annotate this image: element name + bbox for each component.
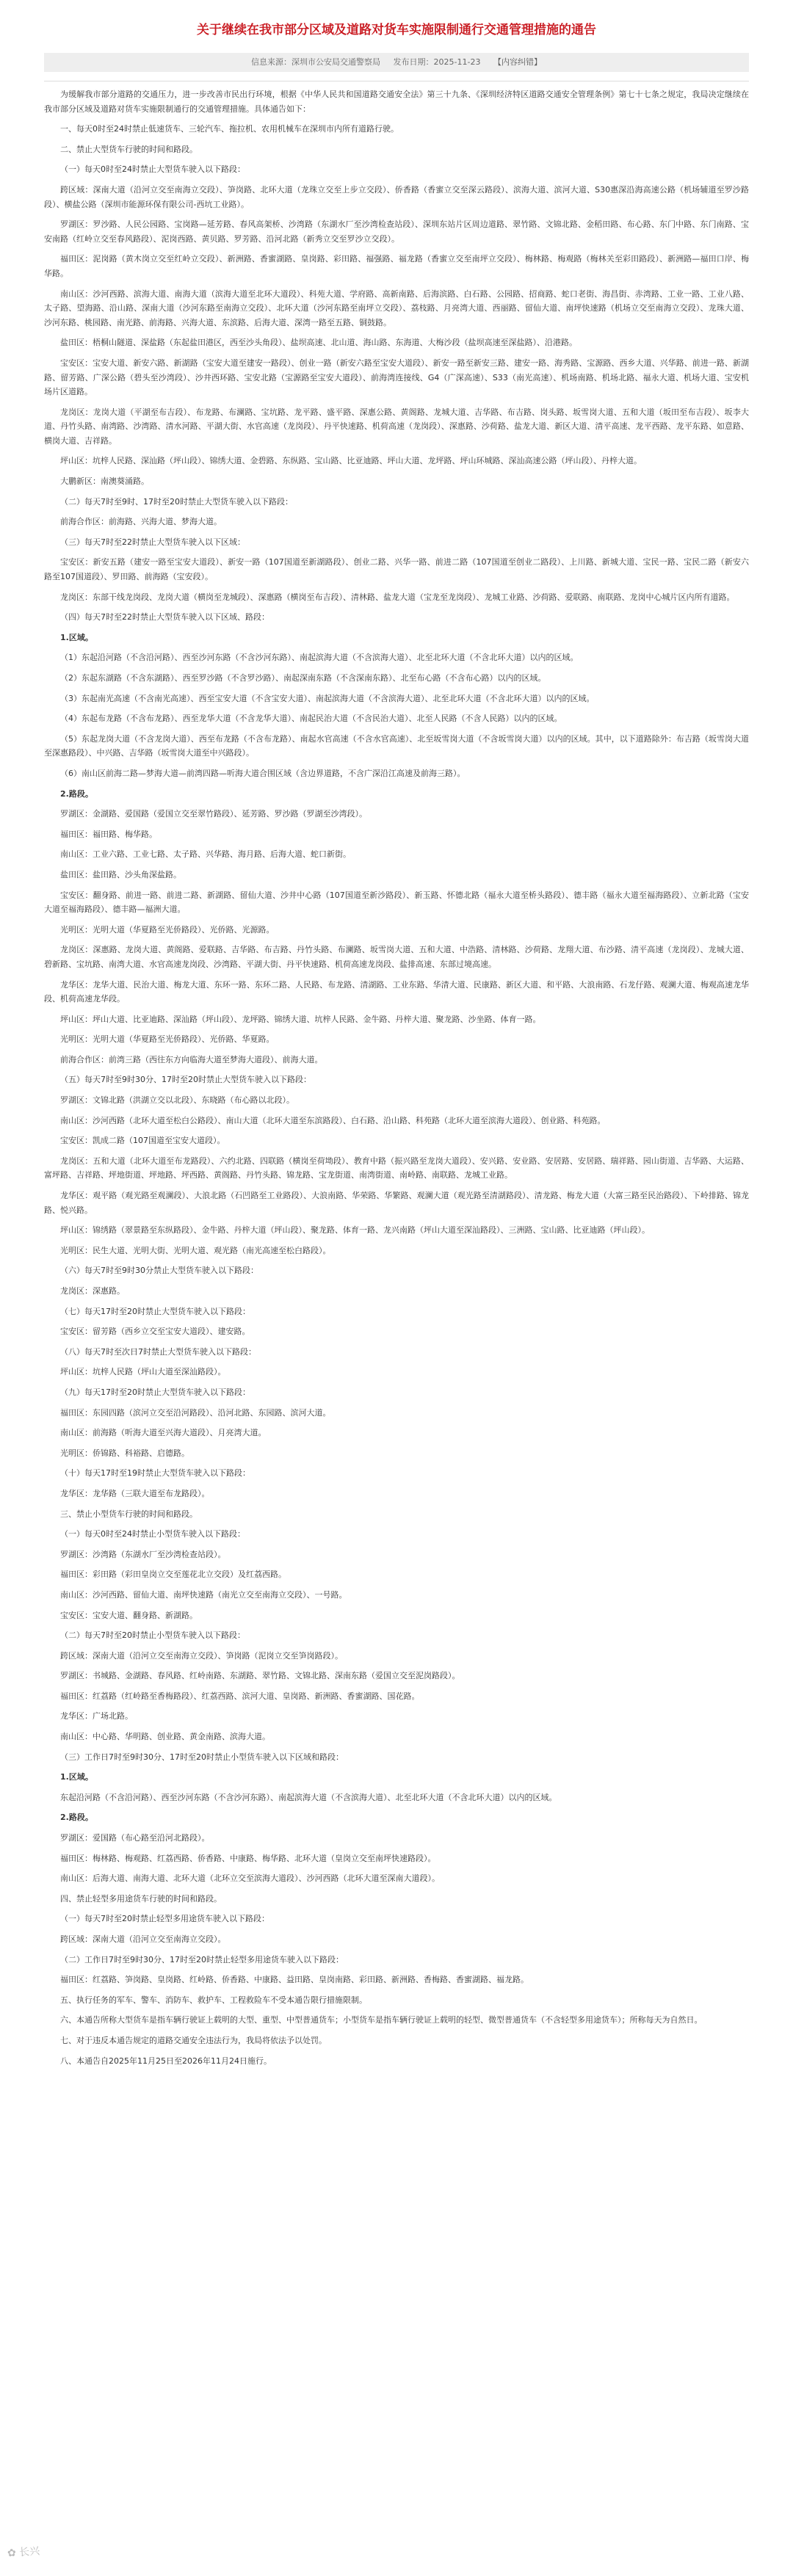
body-paragraph: 福田区：红荔路、笋岗路、皇岗路、红岭路、侨香路、中康路、益田路、皇岗南路、彩田路、新洲路、香梅路、香蜜湖路、福龙路。 xyxy=(60,1975,529,1985)
body-paragraph: 盐田区：梧桐山隧道、深盐路（东起盐田港区，西至沙头角段）、盐坝高速、北山道、海山路、东海道、大梅沙段（盐坝高速至深盐路）、沿港路。 xyxy=(60,338,577,348)
body-paragraph: 前海合作区：前海路、兴海大道、梦海大道。 xyxy=(60,517,222,527)
body-paragraph: 1.区域。 xyxy=(60,1772,93,1782)
body-paragraph: 为缓解我市部分道路的交通压力，进一步改善市民出行环境，根据《中华人民共和国道路交通安全法》第三十九条、《深圳经济特区道路交通安全管理条例》第七十七条之规定，我局决定继续在我市部分区域及道路对货车实施限制通行的交通管理措施。具体通告如下： xyxy=(44,90,749,114)
body-paragraph: 五、执行任务的军车、警车、消防车、救护车、工程救险车不受本通告限行措施限制。 xyxy=(60,1995,367,2005)
meta-date: 发布日期：2025-11-23 xyxy=(393,57,481,67)
body-paragraph: 坪山区：坑梓人民路、深汕路（坪山段）、锦绣大道、金碧路、东纵路、宝山路、比亚迪路、坪山大道、龙坪路、坪山环城路、深汕高速公路（坪山段）、丹梓大道。 xyxy=(60,456,642,466)
body-paragraph: （5）东起龙岗大道（不含龙岗大道）、西至布龙路（不含布龙路）、南起水官高速（不含水官高速）、北至坂雪岗大道（不含坂雪岗大道）以内的区域。其中，以下道路除外：布吉路（坂雪岗大道至深惠路段）、中兴路、吉华路（坂雪岗大道至中兴路段）。 xyxy=(44,733,749,758)
body-paragraph: 南山区：沙河西路、留仙大道、南坪快速路（南光立交至南海立交段）、一号路。 xyxy=(60,1589,347,1600)
body-paragraph: 南山区：工业六路、工业七路、太子路、兴华路、海月路、后海大道、蛇口新街。 xyxy=(60,849,351,860)
body-paragraph: 宝安区：新安五路（建安一路至宝安大道段）、新安一路（107国道至新湖路段）、创业二路、兴华一路、前进二路（107国道至创业二路段）、上川路、新城大道、宝民一路、宝民二路（新安六路至107国道段）、罗田路、前海路（宝安段）。 xyxy=(44,557,749,582)
body-paragraph: 2.路段。 xyxy=(60,1813,93,1823)
body-paragraph: （1）东起沿河路（不含沿河路）、西至沙河东路（不含沙河东路）、南起滨海大道（不含滨海大道）、北至北环大道（不含北环大道）以内的区域。 xyxy=(60,653,579,663)
body-paragraph: 福田区：东园四路（滨河立交至沿河路段）、沿河北路、东园路、滨河大道。 xyxy=(60,1407,331,1418)
body-paragraph: 龙华区：观平路（观光路至观澜段）、大浪北路（石凹路至工业路段）、大浪南路、华荣路、华繁路、观澜大道（观光路至清湖路段）、清龙路、梅龙大道（大富三路至民治路段）、下岭排路、锦龙路、悦兴路。 xyxy=(44,1191,749,1215)
body-paragraph: （二）每天7时至20时禁止小型货车驶入以下路段： xyxy=(60,1630,245,1641)
body-paragraph: 三、禁止小型货车行驶的时间和路段。 xyxy=(60,1509,198,1519)
body-paragraph: （二）每天7时至9时、17时至20时禁止大型货车驶入以下路段： xyxy=(60,496,293,507)
notice-title: 关于继续在我市部分区域及道路对货车实施限制通行交通管理措施的通告 xyxy=(197,23,596,37)
body-paragraph: 大鹏新区：南澳葵涌路。 xyxy=(60,476,149,487)
body-paragraph: 1.区域。 xyxy=(60,632,93,642)
body-paragraph: 东起沿河路（不含沿河路）、西至沙河东路（不含沙河东路）、南起滨海大道（不含滨海大道）、北至北环大道（不含北环大道）以内的区域。 xyxy=(60,1792,557,1802)
body-paragraph: （七）每天17时至20时禁止大型货车驶入以下路段： xyxy=(60,1306,250,1316)
body-paragraph: 龙岗区：龙岗大道（平湖至布吉段）、布龙路、布澜路、宝坑路、龙平路、盛平路、深惠公路、黄阁路、龙城大道、吉华路、布吉路、岗头路、坂雪岗大道、五和大道（坂田至布吉段）、坂李大道、丹竹头路、南湾路、沙湾路、清水河路、平湖大街、水官高速（龙岗段）、丹平快速路、机荷高速（龙岗段）、深惠路、沙荷路、盐龙大道、新区大道、清平高速、龙平西路、龙平东路、如意路、横岗大道、吉祥路。 xyxy=(44,407,749,446)
body-paragraph: 南山区：前海路（听海大道至兴海大道段）、月亮湾大道。 xyxy=(60,1428,267,1438)
body-paragraph: 光明区：侨锦路、科裕路、启德路。 xyxy=(60,1448,189,1458)
body-paragraph: 跨区域：深南大道（沿河立交至南海立交段）、笋岗路（泥岗立交至笋岗路段）。 xyxy=(60,1650,343,1661)
body-paragraph: （一）每天7时至20时禁止轻型多用途货车驶入以下路段： xyxy=(60,1914,269,1924)
body-paragraph: 南山区：沙河西路（北环大道至松白公路段）、南山大道（北环大道至东滨路段）、白石路、沿山路、科苑路（北环大道至滨海大道段）、创业路、科苑路。 xyxy=(60,1115,606,1125)
body-paragraph: 宝安区：宝安大道、新安六路、新湖路（宝安大道至建安一路段）、创业一路（新安六路至宝安大道段）、新安一路至新安三路、建安一路、海秀路、宝源路、西乡大道、兴华路、前进一路、新湖路、留芳路、广深公路（碧头至沙湾段）、沙井西环路、宝安北路（宝源路至宝安大道段）、前海湾连接线、G4（广深高速）、S33（南光高速）、机场南路、机场北路、福永大道、机场大道、宝安机场片区道路。 xyxy=(44,358,749,397)
body-paragraph: 八、本通告自2025年11月25日至2026年11月24日施行。 xyxy=(60,2056,272,2066)
body-paragraph: （九）每天17时至20时禁止大型货车驶入以下路段： xyxy=(60,1387,250,1397)
body-paragraph: 盐田区：盐田路、沙头角深盐路。 xyxy=(60,869,181,879)
body-paragraph: 龙华区：龙华大道、民治大道、梅龙大道、东环一路、东环二路、人民路、布龙路、清湖路、工业东路、华清大道、民康路、新区大道、和平路、大浪南路、石龙仔路、观澜大道、梅观高速龙华段、机荷高速龙华段。 xyxy=(44,979,749,1004)
body-paragraph: 罗湖区：文锦北路（洪湖立交以北段）、东晓路（布心路以北段）。 xyxy=(60,1095,294,1106)
body-paragraph: （2）东起东湖路（不含东湖路）、西至罗沙路（不含罗沙路）、南起深南东路（不含深南东路）、北至布心路（不含布心路）以内的区域。 xyxy=(60,673,546,683)
body-paragraph: （二）工作日7时至9时30分、17时至20时禁止轻型多用途货车驶入以下路段： xyxy=(60,1954,344,1964)
body-paragraph: 二、禁止大型货车行驶的时间和路段。 xyxy=(60,144,198,154)
body-paragraph: （4）东起布龙路（不含布龙路）、西至龙华大道（不含龙华大道）、南起民治大道（不含民治大道）、北至人民路（不含人民路）以内的区域。 xyxy=(60,714,562,724)
body-paragraph: 龙岗区：深惠路、龙岗大道、黄阁路、爱联路、吉华路、布吉路、丹竹头路、布澜路、坂雪岗大道、五和大道、中浩路、清林路、沙荷路、龙翔大道、布沙路、清平高速（龙岗段）、龙城大道、碧新路、宝坑路、南湾大道、水官高速龙岗段、沙湾路、平湖大街、丹平快速路、机荷高速龙岗段、盐排高速、东部过境高速。 xyxy=(44,945,749,969)
body-paragraph: （四）每天7时至22时禁止大型货车驶入以下区域、路段： xyxy=(60,612,269,623)
notice-body xyxy=(44,87,749,2068)
body-paragraph: （一）每天0时至24时禁止小型货车驶入以下路段： xyxy=(60,1529,245,1539)
body-paragraph: （十）每天17时至19时禁止大型货车驶入以下路段： xyxy=(60,1468,250,1479)
body-paragraph: 跨区域：深南大道（沿河立交至南海立交段）、笋岗路、北环大道（龙珠立交至上步立交段）、侨香路（香蜜立交至深云路段）、滨海大道、滨河大道、S30惠深沿海高速公路（机场辅道至罗沙路段）、横盐公路（深圳市能源环保有限公司-西坑工业路）。 xyxy=(44,184,749,209)
body-paragraph: （三）工作日7时至9时30分、17时至20时禁止小型货车驶入以下区域和路段： xyxy=(60,1752,344,1762)
body-paragraph: 龙华区：广场北路。 xyxy=(60,1711,133,1721)
body-paragraph: 罗湖区：金湖路、爱国路（爱国立交至翠竹路段）、延芳路、罗沙路（罗湖至沙湾段）。 xyxy=(60,809,367,819)
body-paragraph: 宝安区：宝安大道、翻身路、新湖路。 xyxy=(60,1610,198,1620)
body-paragraph: （6）南山区前海二路—梦海大道—前湾四路—听海大道合围区域（含边界道路，不含广深沿江高速及前海三路）。 xyxy=(60,768,466,778)
body-paragraph: 罗湖区：沙湾路（东湖水厂至沙湾检查站段）。 xyxy=(60,1549,226,1559)
body-paragraph: 福田区：彩田路（彩田皇岗立交至莲花北立交段）及红荔西路。 xyxy=(60,1570,286,1580)
body-paragraph: 坪山区：坪山大道、比亚迪路、深汕路（坪山段）、龙坪路、锦绣大道、坑梓人民路、金牛路、丹梓大道、聚龙路、沙坐路、体育一路。 xyxy=(60,1014,541,1024)
body-paragraph: 2.路段。 xyxy=(60,788,93,799)
body-paragraph: 六、本通告所称大型货车是指车辆行驶证上载明的大型、重型、中型普通货车；小型货车是指车辆行驶证上载明的轻型、微型普通货车（不含轻型多用途货车）；所称每天为自然日。 xyxy=(60,2015,703,2025)
body-paragraph: 坪山区：坑梓人民路（坪山大道至深汕路段）。 xyxy=(60,1367,226,1377)
corner-watermark: ✿ 长兴 xyxy=(7,2545,40,2560)
notice-page xyxy=(44,0,749,2068)
body-paragraph: 光明区：光明大道（华夏路至光侨路段）、光侨路、光源路。 xyxy=(60,924,275,935)
body-paragraph: 龙岗区：东部干线龙岗段、龙岗大道（横岗至龙城段）、深惠路（横岗至布吉段）、清林路、盐龙大道（宝龙至龙岗段）、龙城工业路、沙荷路、爱联路、南联路、龙岗中心城片区内所有道路。 xyxy=(60,592,735,602)
error-report-link[interactable]: 【内容纠错】 xyxy=(493,57,542,67)
body-paragraph: 南山区：后海大道、南海大道、北环大道（北环立交至滨海大道段）、沙河西路（北环大道至深南大道段）。 xyxy=(60,1873,440,1884)
body-paragraph: 前海合作区：前湾三路（西往东方向临海大道至梦海大道段）、前海大道。 xyxy=(60,1054,323,1064)
body-paragraph: 龙岗区：深惠路。 xyxy=(60,1286,125,1296)
body-paragraph: 福田区：泥岗路（黄木岗立交至红岭立交段）、新洲路、香蜜湖路、皇岗路、彩田路、福强路、福龙路（香蜜立交至南坪立交段）、梅林路、梅观路（梅林关至彩田路段）、新洲路—福田口岸、梅华路。 xyxy=(44,254,749,278)
meta-bar xyxy=(44,53,749,72)
body-paragraph: 宝安区：留芳路（西乡立交至宝安大道段）、建安路。 xyxy=(60,1327,250,1337)
body-paragraph: 罗湖区：书城路、金湖路、春风路、红岭南路、东湖路、翠竹路、文锦北路、深南东路（爱国立交至泥岗路段）。 xyxy=(60,1671,460,1681)
body-paragraph: 福田区：福田路、梅华路。 xyxy=(60,829,157,839)
body-paragraph: 龙华区：龙华路（三联大道至布龙路段）。 xyxy=(60,1488,210,1498)
body-paragraph: 宝安区：凯成二路（107国道至宝安大道段）。 xyxy=(60,1136,225,1146)
body-paragraph: 一、每天0时至24时禁止低速货车、三轮汽车、拖拉机、农用机械车在深圳市内所有道路行驶。 xyxy=(60,124,399,134)
body-paragraph: （六）每天7时至9时30分禁止大型货车驶入以下路段： xyxy=(60,1266,258,1276)
body-paragraph: 宝安区：翻身路、前进一路、前进二路、新湖路、留仙大道、沙井中心路（107国道至新沙路段）、新玉路、怀德北路（福永大道至桥头路段）、德丰路（福永大道至福海路段）、立新北路（宝安大道至福海路段）、德丰路—福洲大道。 xyxy=(44,890,749,915)
body-paragraph: 四、禁止轻型多用途货车行驶的时间和路段。 xyxy=(60,1893,222,1904)
body-paragraph: 七、对于违反本通告规定的道路交通安全违法行为，我局将依法予以处罚。 xyxy=(60,2035,327,2045)
body-paragraph: 福田区：梅林路、梅观路、红荔西路、侨香路、中康路、梅华路、北环大道（皇岗立交至南坪快速路段）。 xyxy=(60,1853,436,1863)
body-paragraph: 跨区域：深南大道（沿河立交至南海立交段）。 xyxy=(60,1934,226,1944)
body-paragraph: 南山区：沙河西路、滨海大道、南海大道（滨海大道至北环大道段）、科苑大道、学府路、高新南路、后海滨路、白石路、公园路、招商路、蛇口老街、海昌街、赤湾路、工业一路、工业八路、太子路、望海路、沿山路、深南大道（沙河东路至南海立交段）、北环大道（沙河东路至南坪立交段）、荔枝路、月亮湾大道、西丽路、留仙大道、南坪快速路（机场立交至南海立交段）、龙珠大道、沙河东路、桃园路、南光路、前海路、兴海大道、东滨路、后海大道、深湾一路至五路、铜鼓路。 xyxy=(44,289,749,327)
body-paragraph: （五）每天7时至9时30分、17时至20时禁止大型货车驶入以下路段： xyxy=(60,1075,311,1085)
body-paragraph: （3）东起南光高速（不含南光高速）、西至宝安大道（不含宝安大道）、南起滨海大道（不含滨海大道）、北至北环大道（不含北环大道）以内的区域。 xyxy=(60,693,595,703)
body-paragraph: 福田区：红荔路（红岭路至香梅路段）、红荔西路、滨河大道、皇岗路、新洲路、香蜜湖路、国花路。 xyxy=(60,1691,420,1701)
body-paragraph: （一）每天0时至24时禁止大型货车驶入以下路段： xyxy=(60,164,245,175)
body-paragraph: （八）每天7时至次日7时禁止大型货车驶入以下路段： xyxy=(60,1346,256,1357)
body-paragraph: 光明区：民生大道、光明大街、光明大道、观光路（南光高速至松白路段）。 xyxy=(60,1245,331,1255)
body-paragraph: 光明区：光明大道（华夏路至光侨路段）、光侨路、华夏路。 xyxy=(60,1034,275,1045)
body-paragraph: （三）每天7时至22时禁止大型货车驶入以下区域： xyxy=(60,537,245,547)
meta-source: 信息来源：深圳市公安局交通警察局 xyxy=(251,57,381,67)
body-paragraph: 龙岗区：五和大道（北环大道至布龙路段）、六约北路、四联路（横岗至荷坳段）、教育中路（振兴路至龙岗大道段）、安兴路、安业路、安居路、安居路、瑞祥路、园山街道、吉华路、大运路、富坪路、吉祥路、坪地街道、坪地路、坪西路、黄阁路、丹竹头路、锦龙路、宝龙街道、南湾街道、南岭路、南联路、龙城工业路。 xyxy=(44,1155,749,1180)
body-paragraph: 罗湖区：罗沙路、人民公园路、宝岗路—延芳路、春风高架桥、沙湾路（东湖水厂至沙湾检查站段）、深圳东站片区周边道路、翠竹路、文锦北路、金稻田路、布心路、东门中路、东门南路、宝安南路（红岭立交至春风路段）、泥岗西路、黄贝路、罗芳路、沿河北路（新秀立交至罗沙立交段）。 xyxy=(44,219,749,244)
body-paragraph: 南山区：中心路、华明路、创业路、黄金南路、滨海大道。 xyxy=(60,1732,270,1742)
body-paragraph: 罗湖区：爱国路（布心路至沿河北路段）。 xyxy=(60,1833,210,1843)
body-paragraph: 坪山区：锦绣路（翠景路至东纵路段）、金牛路、丹梓大道（坪山段）、聚龙路、体育一路、龙兴南路（坪山大道至深汕路段）、三洲路、宝山路、比亚迪路（坪山段）。 xyxy=(60,1225,650,1236)
